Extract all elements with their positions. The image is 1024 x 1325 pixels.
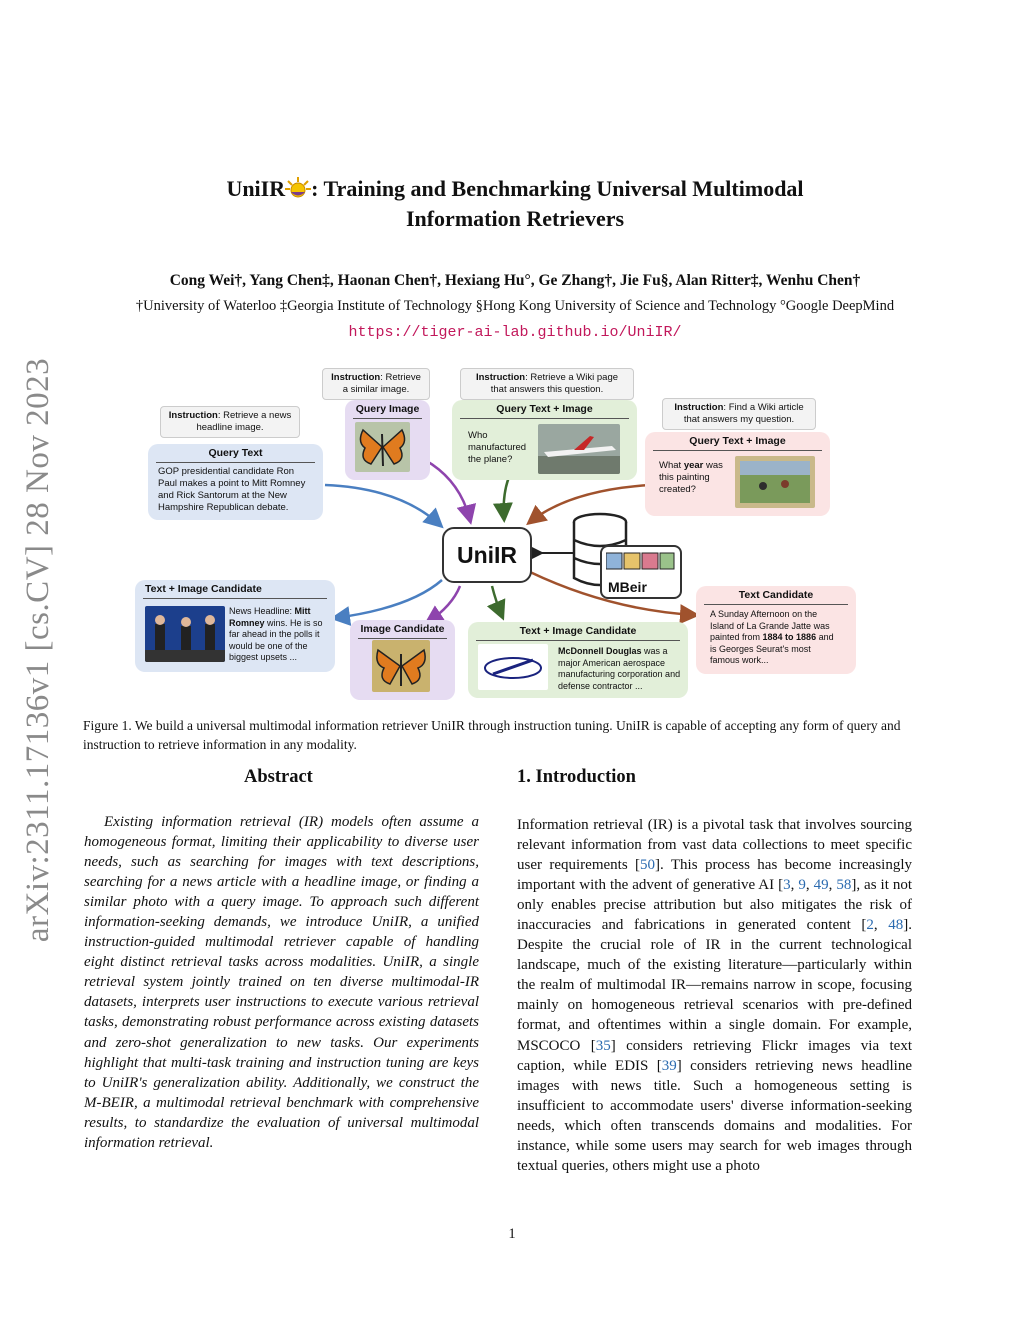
candidate-body-3: McDonnell Douglas was a major American aerospace manufacturing corporation and defense contractor ... bbox=[558, 646, 681, 691]
candidate-header-3: Text + Image Candidate bbox=[476, 622, 680, 641]
intro-text: Information retrieval (IR) is a pivotal task that involves sourcing relevant information from vast data collections to meet specific user requirements [50]. This process has become increasingly important with the advent of generative AI [3, 9, 49, 58], as it not only enables precise attribution but also mitigates the risk of inaccuracies and fabrications in generated content [2, 48]. Despite the crucial role of IR in the current technological landscape, much of the existing literature—particularly within the realm of multimodal IR—remains narrow in scope, focusing mainly on homogeneous retrieval scenarios with pre-defined format, and oftentimes within a single domain. For example, MSCOCO [35] considers retrieving Flickr images via text caption, while EDIS [39] considers retrieving news headline images with news title. Such a homogeneous setting is insufficient to accommodate users' diverse information-seeking needs, which often transcends domains and modalities. For instance, while some users may search for web images through textual queries, others might use a photo bbox=[517, 817, 913, 1174]
author-list: Cong Wei†, Yang Chen‡, Haonan Chen†, Hexiang Hu°, Ge Zhang†, Jie Fu§, Alan Ritter‡, Wenhu Chen† bbox=[169, 272, 861, 289]
title-prefix: UniIR bbox=[226, 176, 286, 201]
mbeir-label: MBeir bbox=[608, 579, 647, 595]
query-text-image-body-2: What year was this painting created? bbox=[659, 460, 723, 495]
candidate-header-4: Text Candidate bbox=[704, 586, 848, 605]
query-text-image-box-2 bbox=[645, 432, 830, 516]
title-suffix: : Training and Benchmarking Universal Multimodal bbox=[311, 176, 804, 201]
instruction-2: Instruction: Retrieve a similar image. bbox=[322, 368, 430, 400]
intro-heading: 1. Introduction bbox=[517, 767, 636, 787]
arxiv-identifier: arXiv:2311.17136v1 [cs.CV] 28 Nov 2023 bbox=[20, 357, 56, 943]
project-url[interactable]: https://tiger-ai-lab.github.io/UniIR/ bbox=[348, 324, 682, 341]
citation-link[interactable]: 35 bbox=[595, 1037, 611, 1054]
figure-caption: Figure 1. We build a universal multimodal information retriever UniIR through instruction tuning. UniIR is capable of accepting any form of query and instruction to retrieve information in any modality. bbox=[83, 718, 901, 752]
mcdonnell-logo-icon bbox=[478, 644, 548, 690]
paper-title bbox=[150, 174, 880, 234]
mbeir-box bbox=[600, 545, 682, 599]
query-text-image-box-1 bbox=[452, 400, 637, 480]
citation-link[interactable]: 50 bbox=[640, 857, 656, 874]
citation-link[interactable]: 3 bbox=[783, 877, 791, 894]
abstract-heading: Abstract bbox=[244, 767, 313, 787]
query-text-header: Query Text bbox=[156, 444, 315, 463]
candidate-body-1: News Headline: Mitt Romney wins. He is so far ahead in the polls it would be one of the biggest upsets ... bbox=[229, 606, 323, 662]
citation-link[interactable]: 49 bbox=[813, 877, 829, 894]
candidate-header-1: Text + Image Candidate bbox=[143, 580, 327, 599]
citation-link[interactable]: 9 bbox=[798, 877, 806, 894]
candidate-text-image-box-2 bbox=[468, 622, 688, 698]
query-image-header: Query Image bbox=[353, 400, 422, 419]
figure-1 bbox=[130, 360, 900, 705]
query-image-box bbox=[345, 400, 430, 480]
candidate-text-box bbox=[696, 586, 856, 674]
affiliations: †University of Waterloo ‡Georgia Institute of Technology §Hong Kong University of Science and Technology °Google DeepMind bbox=[135, 298, 895, 314]
title-line2: Information Retrievers bbox=[405, 206, 625, 231]
painting-image-icon bbox=[735, 456, 815, 508]
query-text-image-body-1: Who manufactured the plane? bbox=[468, 430, 527, 465]
butterfly-image-icon bbox=[355, 422, 410, 472]
debate-photo-icon bbox=[145, 606, 225, 662]
query-text-box bbox=[148, 444, 323, 520]
page-number: 1 bbox=[508, 1226, 516, 1242]
query-text-image-header-2: Query Text + Image bbox=[653, 432, 822, 451]
candidate-text-image-box-1 bbox=[135, 580, 335, 672]
candidate-image-box bbox=[350, 620, 455, 700]
sun-logo-icon bbox=[285, 177, 311, 199]
instruction-1: Instruction: Retrieve a news headline image. bbox=[160, 406, 300, 438]
citation-link[interactable]: 48 bbox=[888, 917, 904, 934]
candidate-header-2: Image Candidate bbox=[358, 620, 447, 639]
airplane-image-icon bbox=[538, 424, 620, 474]
instruction-3: Instruction: Retrieve a Wiki page that answers this question. bbox=[460, 368, 634, 400]
instruction-4: Instruction: Find a Wiki article that answers my question. bbox=[662, 398, 816, 430]
unir-model-box: UniIR bbox=[442, 527, 532, 583]
mbeir-thumbnails-icon bbox=[606, 551, 676, 575]
citation-link[interactable]: 58 bbox=[836, 877, 852, 894]
citation-link[interactable]: 39 bbox=[661, 1057, 677, 1074]
query-text-image-header-1: Query Text + Image bbox=[460, 400, 629, 419]
query-text-body: GOP presidential candidate Ron Paul makes a point to Mitt Romney and Rick Santorum at the New Hampshire Republican debate. bbox=[158, 466, 306, 513]
citation-link[interactable]: 2 bbox=[866, 917, 874, 934]
butterfly-candidate-icon bbox=[372, 640, 430, 692]
candidate-body-4: A Sunday Afternoon on the Island of La Grande Jatte was painted from 1884 to 1886 and is Georges Seurat's most famous work... bbox=[710, 609, 834, 665]
abstract-text: Existing information retrieval (IR) models often assume a homogeneous format, limiting their applicability to diverse user needs, such as searching for images with text descriptions, searching for a news article with a headline image, or finding a similar photo with a query image. To approach such different information-seeking demands, we introduce UniIR, a unified instruction-guided multimodal retriever capable of handling eight distinct retrieval tasks across modalities. UniIR, a single retrieval system jointly trained on ten diverse multimodal-IR datasets, interprets user instructions to execute various retrieval tasks, demonstrating robust performance across existing datasets and zero-shot generalization to new tasks. Our experiments highlight that multi-task training and instruction tuning are keys to UniIR's generalization ability. Additionally, we construct the M-BEIR, a multimodal retrieval benchmark with comprehensive results, to standardize the evaluation of universal multimodal information retrieval. bbox=[84, 814, 479, 1151]
